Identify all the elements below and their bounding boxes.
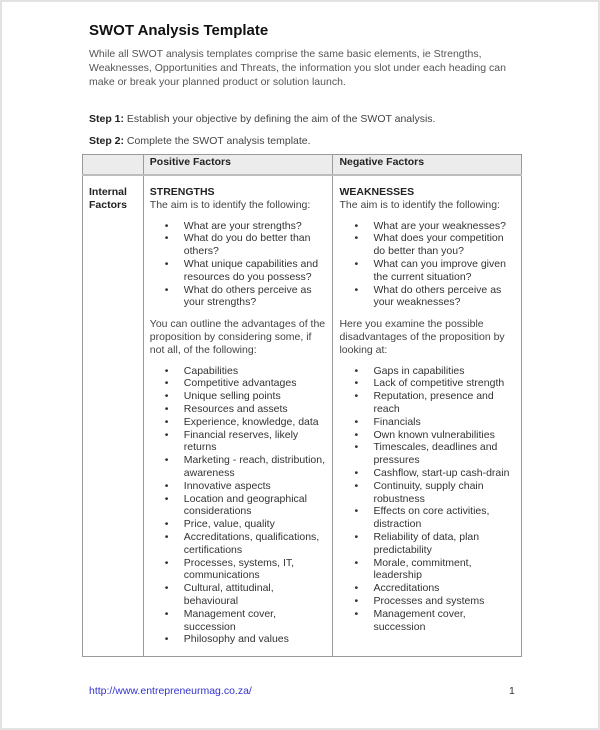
list-item bbox=[150, 557, 327, 583]
bullet-icon: • bbox=[354, 466, 359, 479]
list-item-text: Management cover, succession bbox=[183, 607, 277, 633]
bullet-icon: • bbox=[164, 283, 169, 296]
list-item-text: Innovative aspects bbox=[183, 479, 271, 492]
list-item bbox=[150, 531, 327, 557]
intro-paragraph: While all SWOT analysis templates comprise the same basic elements, ie Strengths, Weaknesses, Opportunities and Threats, the information you slot under each heading can make or break your planned product or solution launch. bbox=[89, 48, 506, 88]
bullet-icon: • bbox=[354, 219, 359, 232]
bullet-icon: • bbox=[354, 530, 359, 543]
list-item bbox=[339, 365, 515, 378]
weaknesses-paragraph: Here you examine the possible disadvantages of the proposition by looking at: bbox=[339, 318, 505, 356]
bullet-icon: • bbox=[354, 415, 359, 428]
list-item bbox=[150, 390, 327, 403]
list-item bbox=[150, 403, 327, 416]
strengths-title: STRENGTHS bbox=[149, 186, 215, 198]
list-item bbox=[339, 595, 515, 608]
bullet-icon: • bbox=[354, 479, 359, 492]
step-1-label: Step 1: bbox=[89, 113, 125, 125]
list-item bbox=[150, 429, 327, 455]
header-negative-factors: Negative Factors bbox=[333, 155, 522, 176]
list-item-text: What can you improve given the current situation? bbox=[373, 257, 506, 283]
list-item-text: What do others perceive as your weaknesses? bbox=[373, 283, 502, 309]
list-item-text: Processes and systems bbox=[373, 594, 485, 607]
strengths-cell bbox=[143, 175, 333, 657]
list-item-text: What are your weaknesses? bbox=[373, 219, 506, 232]
list-item bbox=[150, 220, 327, 233]
list-item-text: What does your competition do better than you? bbox=[373, 232, 504, 258]
list-item-text: Continuity, supply chain robustness bbox=[373, 479, 484, 505]
list-item-text: Resources and assets bbox=[183, 402, 288, 415]
bullet-icon: • bbox=[354, 428, 359, 441]
weaknesses-items bbox=[339, 365, 515, 634]
list-item bbox=[150, 377, 327, 390]
list-item bbox=[339, 531, 515, 557]
bullet-icon: • bbox=[354, 364, 359, 377]
bullet-icon: • bbox=[164, 402, 169, 415]
list-item bbox=[339, 258, 515, 284]
bullet-icon: • bbox=[164, 377, 169, 390]
weaknesses-title: WEAKNESSES bbox=[339, 186, 415, 198]
row-label-internal-factors bbox=[83, 175, 144, 657]
list-item bbox=[339, 429, 515, 442]
list-item bbox=[150, 284, 327, 310]
row-label-line: Factors bbox=[89, 199, 127, 211]
bullet-icon: • bbox=[354, 607, 359, 620]
bullet-icon: • bbox=[164, 530, 169, 543]
list-item-text: Lack of competitive strength bbox=[373, 377, 505, 390]
bullet-icon: • bbox=[164, 492, 169, 505]
footer-url-link[interactable]: http://www.entrepreneurmag.co.za/ bbox=[89, 685, 252, 697]
bullet-icon: • bbox=[354, 390, 359, 403]
header-positive-factors: Positive Factors bbox=[143, 155, 333, 176]
row-label-line: Internal bbox=[89, 186, 127, 198]
bullet-icon: • bbox=[164, 219, 169, 232]
list-item-text: Financials bbox=[373, 415, 421, 428]
list-item bbox=[339, 441, 515, 467]
weaknesses-aim: The aim is to identify the following: bbox=[339, 198, 500, 211]
list-item bbox=[339, 416, 515, 429]
list-item bbox=[339, 377, 515, 390]
list-item-text: Timescales, deadlines and pressures bbox=[373, 441, 498, 467]
list-item-text: Marketing - reach, distribution, awareness bbox=[183, 454, 326, 479]
list-item bbox=[339, 220, 515, 233]
bullet-icon: • bbox=[354, 232, 359, 245]
bullet-icon: • bbox=[164, 582, 169, 595]
list-item-text: Cashflow, start-up cash-drain bbox=[373, 466, 510, 479]
strengths-items bbox=[150, 365, 327, 647]
bullet-icon: • bbox=[354, 283, 359, 296]
list-item bbox=[150, 582, 327, 608]
bullet-icon: • bbox=[164, 633, 169, 646]
list-item bbox=[150, 454, 327, 480]
list-item bbox=[339, 608, 515, 634]
list-item-text: Financial reserves, likely returns bbox=[183, 428, 299, 454]
list-item-text: Competitive advantages bbox=[183, 377, 297, 390]
step-2 bbox=[89, 135, 311, 147]
header-empty bbox=[83, 155, 144, 176]
bullet-icon: • bbox=[164, 390, 169, 403]
list-item bbox=[150, 416, 327, 429]
bullet-icon: • bbox=[354, 441, 359, 454]
swot-table bbox=[82, 154, 522, 657]
list-item-text: Experience, knowledge, data bbox=[183, 415, 319, 428]
list-item bbox=[339, 390, 515, 416]
table-header-row bbox=[83, 155, 522, 176]
strengths-paragraph: You can outline the advantages of the proposition by considering some, if not all, of the following: bbox=[149, 318, 326, 356]
list-item-text: Management cover, succession bbox=[373, 607, 466, 633]
list-item-text: What do others perceive as your strengths? bbox=[183, 283, 312, 309]
bullet-icon: • bbox=[164, 364, 169, 377]
list-item bbox=[150, 480, 327, 493]
list-item-text: Accreditations, qualifications, certifications bbox=[183, 530, 320, 556]
list-item bbox=[339, 557, 515, 583]
list-item-text: Own known vulnerabilities bbox=[373, 428, 495, 441]
list-item-text: Location and geographical considerations bbox=[183, 492, 307, 518]
list-item bbox=[150, 493, 327, 519]
list-item-text: Accreditations bbox=[373, 582, 440, 595]
bullet-icon: • bbox=[354, 505, 359, 518]
list-item bbox=[150, 365, 327, 378]
bullet-icon: • bbox=[354, 377, 359, 390]
list-item-text: Unique selling points bbox=[183, 390, 281, 403]
list-item bbox=[339, 582, 515, 595]
step-2-text: Complete the SWOT analysis template. bbox=[124, 135, 311, 147]
list-item-text: Reliability of data, plan predictability bbox=[373, 530, 480, 556]
bullet-icon: • bbox=[354, 556, 359, 569]
list-item bbox=[339, 232, 515, 258]
list-item-text: Gaps in capabilities bbox=[373, 364, 465, 377]
list-item bbox=[339, 505, 515, 531]
weaknesses-cell bbox=[333, 175, 522, 657]
list-item-text: Philosophy and values bbox=[183, 633, 289, 646]
list-item-text: Reputation, presence and reach bbox=[373, 390, 494, 415]
step-1 bbox=[89, 113, 435, 125]
list-item-text: Morale, commitment, leadership bbox=[373, 556, 472, 582]
list-item bbox=[150, 518, 327, 531]
bullet-icon: • bbox=[354, 594, 359, 607]
bullet-icon: • bbox=[164, 232, 169, 245]
strengths-questions bbox=[150, 220, 327, 310]
weaknesses-questions bbox=[339, 220, 515, 310]
bullet-icon: • bbox=[164, 607, 169, 620]
bullet-icon: • bbox=[354, 257, 359, 270]
list-item bbox=[339, 480, 515, 506]
bullet-icon: • bbox=[164, 428, 169, 441]
bullet-icon: • bbox=[354, 582, 359, 595]
list-item-text: What unique capabilities and resources do you possess? bbox=[183, 257, 319, 283]
step-2-label: Step 2: bbox=[89, 135, 125, 147]
page-number: 1 bbox=[509, 685, 515, 697]
bullet-icon: • bbox=[164, 257, 169, 270]
list-item bbox=[150, 258, 327, 284]
list-item-text: What do you do better than others? bbox=[183, 232, 311, 258]
list-item-text: Capabilities bbox=[183, 364, 239, 377]
list-item-text: Price, value, quality bbox=[183, 518, 275, 531]
bullet-icon: • bbox=[164, 556, 169, 569]
bullet-icon: • bbox=[164, 415, 169, 428]
list-item-text: What are your strengths? bbox=[183, 219, 302, 232]
list-item bbox=[339, 467, 515, 480]
list-item bbox=[339, 284, 515, 310]
list-item-text: Effects on core activities, distraction bbox=[373, 505, 490, 531]
bullet-icon: • bbox=[164, 479, 169, 492]
document-title: SWOT Analysis Template bbox=[89, 22, 269, 39]
bullet-icon: • bbox=[164, 518, 169, 531]
list-item bbox=[150, 608, 327, 634]
list-item-text: Processes, systems, IT, communications bbox=[183, 556, 295, 582]
step-1-text: Establish your objective by defining the aim of the SWOT analysis. bbox=[124, 113, 436, 125]
strengths-aim: The aim is to identify the following: bbox=[149, 198, 311, 211]
list-item bbox=[150, 633, 327, 646]
list-item-text: Cultural, attitudinal, behavioural bbox=[183, 582, 274, 607]
table-row-internal-factors bbox=[83, 175, 522, 657]
bullet-icon: • bbox=[164, 454, 169, 467]
list-item bbox=[150, 232, 327, 258]
